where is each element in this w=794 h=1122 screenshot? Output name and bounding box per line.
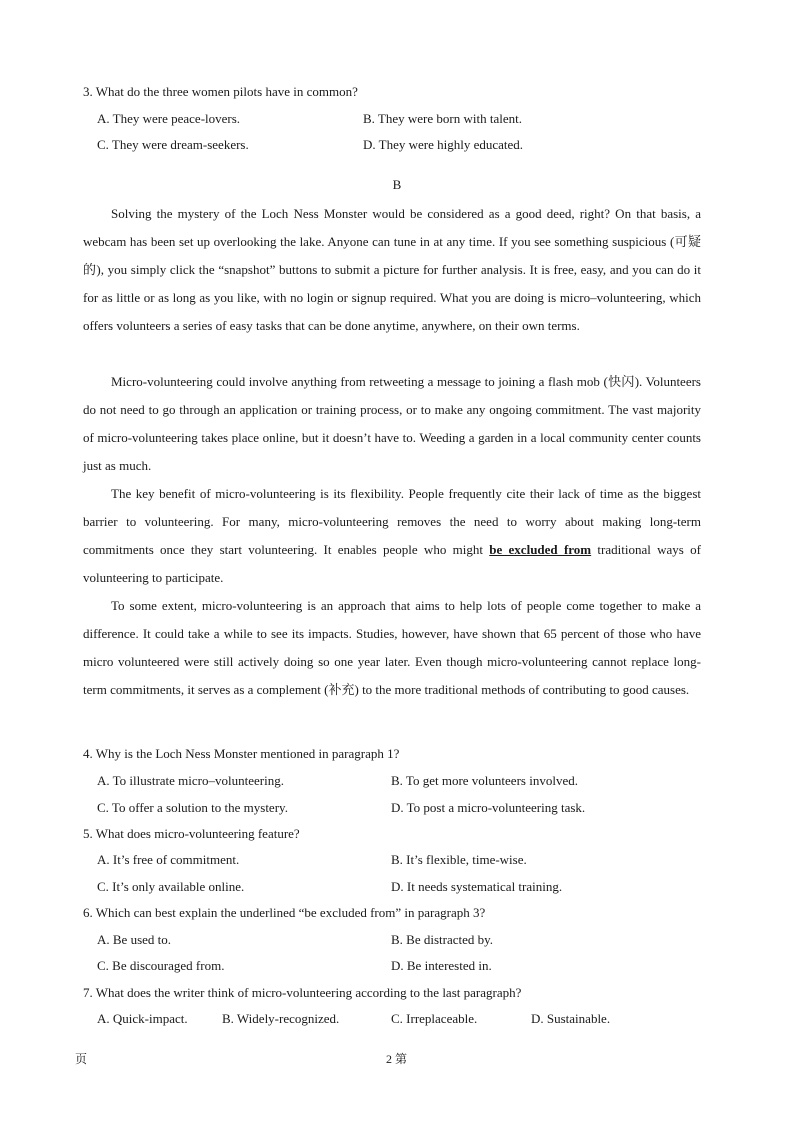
q6-question: 6. Which can best explain the underlined “be excluded from” in paragraph 3? [83, 905, 486, 920]
q4-option-a: A. To illustrate micro–volunteering. [97, 773, 284, 788]
q3-question: 3. What do the three women pilots have in common? [83, 84, 358, 99]
q3-option-c: C. They were dream-seekers. [97, 137, 249, 152]
q6-option-a: A. Be used to. [97, 932, 172, 947]
q7-option-d: D. Sustainable. [531, 1011, 611, 1026]
paragraph-3-text-after: traditional ways of volunteering to participate. [83, 542, 701, 585]
q4-option-c: C. To offer a solution to the mystery. [97, 800, 288, 815]
q6-option-d: D. Be interested in. [391, 958, 492, 973]
q6-option-c: C. Be discouraged from. [97, 958, 225, 973]
section-label: B [392, 177, 402, 192]
passage-paragraph-2: Micro-volunteering could involve anything from retweeting a message to joining a flash mob (快闪). Volunteers do not need to go through an application or training process, or to make any ongoing commitment. The vast majority of micro-volunteering takes place online, but it doesn’t have to. Weeding a garden in a local community center counts just as much. [83, 374, 701, 473]
q5-option-c: C. It’s only available online. [97, 879, 245, 894]
q3-option-d: D. They were highly educated. [363, 137, 524, 152]
q7-option-a: A. Quick-impact. [97, 1011, 188, 1026]
footer-left: 页 [75, 1052, 88, 1066]
q5-option-d: D. It needs systematical training. [391, 879, 563, 894]
q6-option-b: B. Be distracted by. [391, 932, 494, 947]
q4-question: 4. Why is the Loch Ness Monster mentioned in paragraph 1? [83, 746, 400, 761]
page-number: 2 第 [386, 1052, 408, 1066]
q4-option-d: D. To post a micro-volunteering task. [391, 800, 586, 815]
q7-question: 7. What does the writer think of micro-volunteering according to the last paragraph? [83, 985, 522, 1000]
q3-option-b: B. They were born with talent. [363, 111, 522, 126]
q7-option-b: B. Widely-recognized. [222, 1011, 340, 1026]
paragraph-3-text-before: The key benefit of micro-volunteering is its flexibility. People frequently cite their lack of time as the biggest barrier to volunteering. For many, micro-volunteering removes the need to worry about making long-term commitments once they start volunteering. It enables people who might [83, 486, 701, 557]
passage-paragraph-1: Solving the mystery of the Loch Ness Monster would be considered as a good deed, right? On that basis, a webcam has been set up overlooking the lake. Anyone can tune in at any time. If you see something suspicious (可疑的), you simply click the “snapshot” buttons to submit a picture for further analysis. It is free, easy, and you can do it for as little or as long as you like, with no login or signup required. What you are doing is micro–volunteering, which offers volunteers a series of easy tasks that can be done anytime, anywhere, on their own terms. [83, 206, 701, 333]
passage-paragraph-4: To some extent, micro-volunteering is an approach that aims to help lots of people come together to make a difference. It could take a while to see its impacts. Studies, however, have shown that 65 percent of those who have micro volunteered were still actively doing so one year later. Even though micro-volunteering cannot replace long-term commitments, it serves as a complement (补充) to the more traditional methods of contributing to good causes. [83, 598, 701, 697]
q5-option-a: A. It’s free of commitment. [97, 852, 240, 867]
underlined-phrase: be excluded from [489, 542, 592, 557]
q7-option-c: C. Irreplaceable. [391, 1011, 478, 1026]
q5-option-b: B. It’s flexible, time-wise. [391, 852, 527, 867]
passage-paragraph-3 [83, 480, 701, 592]
q4-option-b: B. To get more volunteers involved. [391, 773, 578, 788]
q3-option-a: A. They were peace-lovers. [97, 111, 241, 126]
q5-question: 5. What does micro-volunteering feature? [83, 826, 300, 841]
